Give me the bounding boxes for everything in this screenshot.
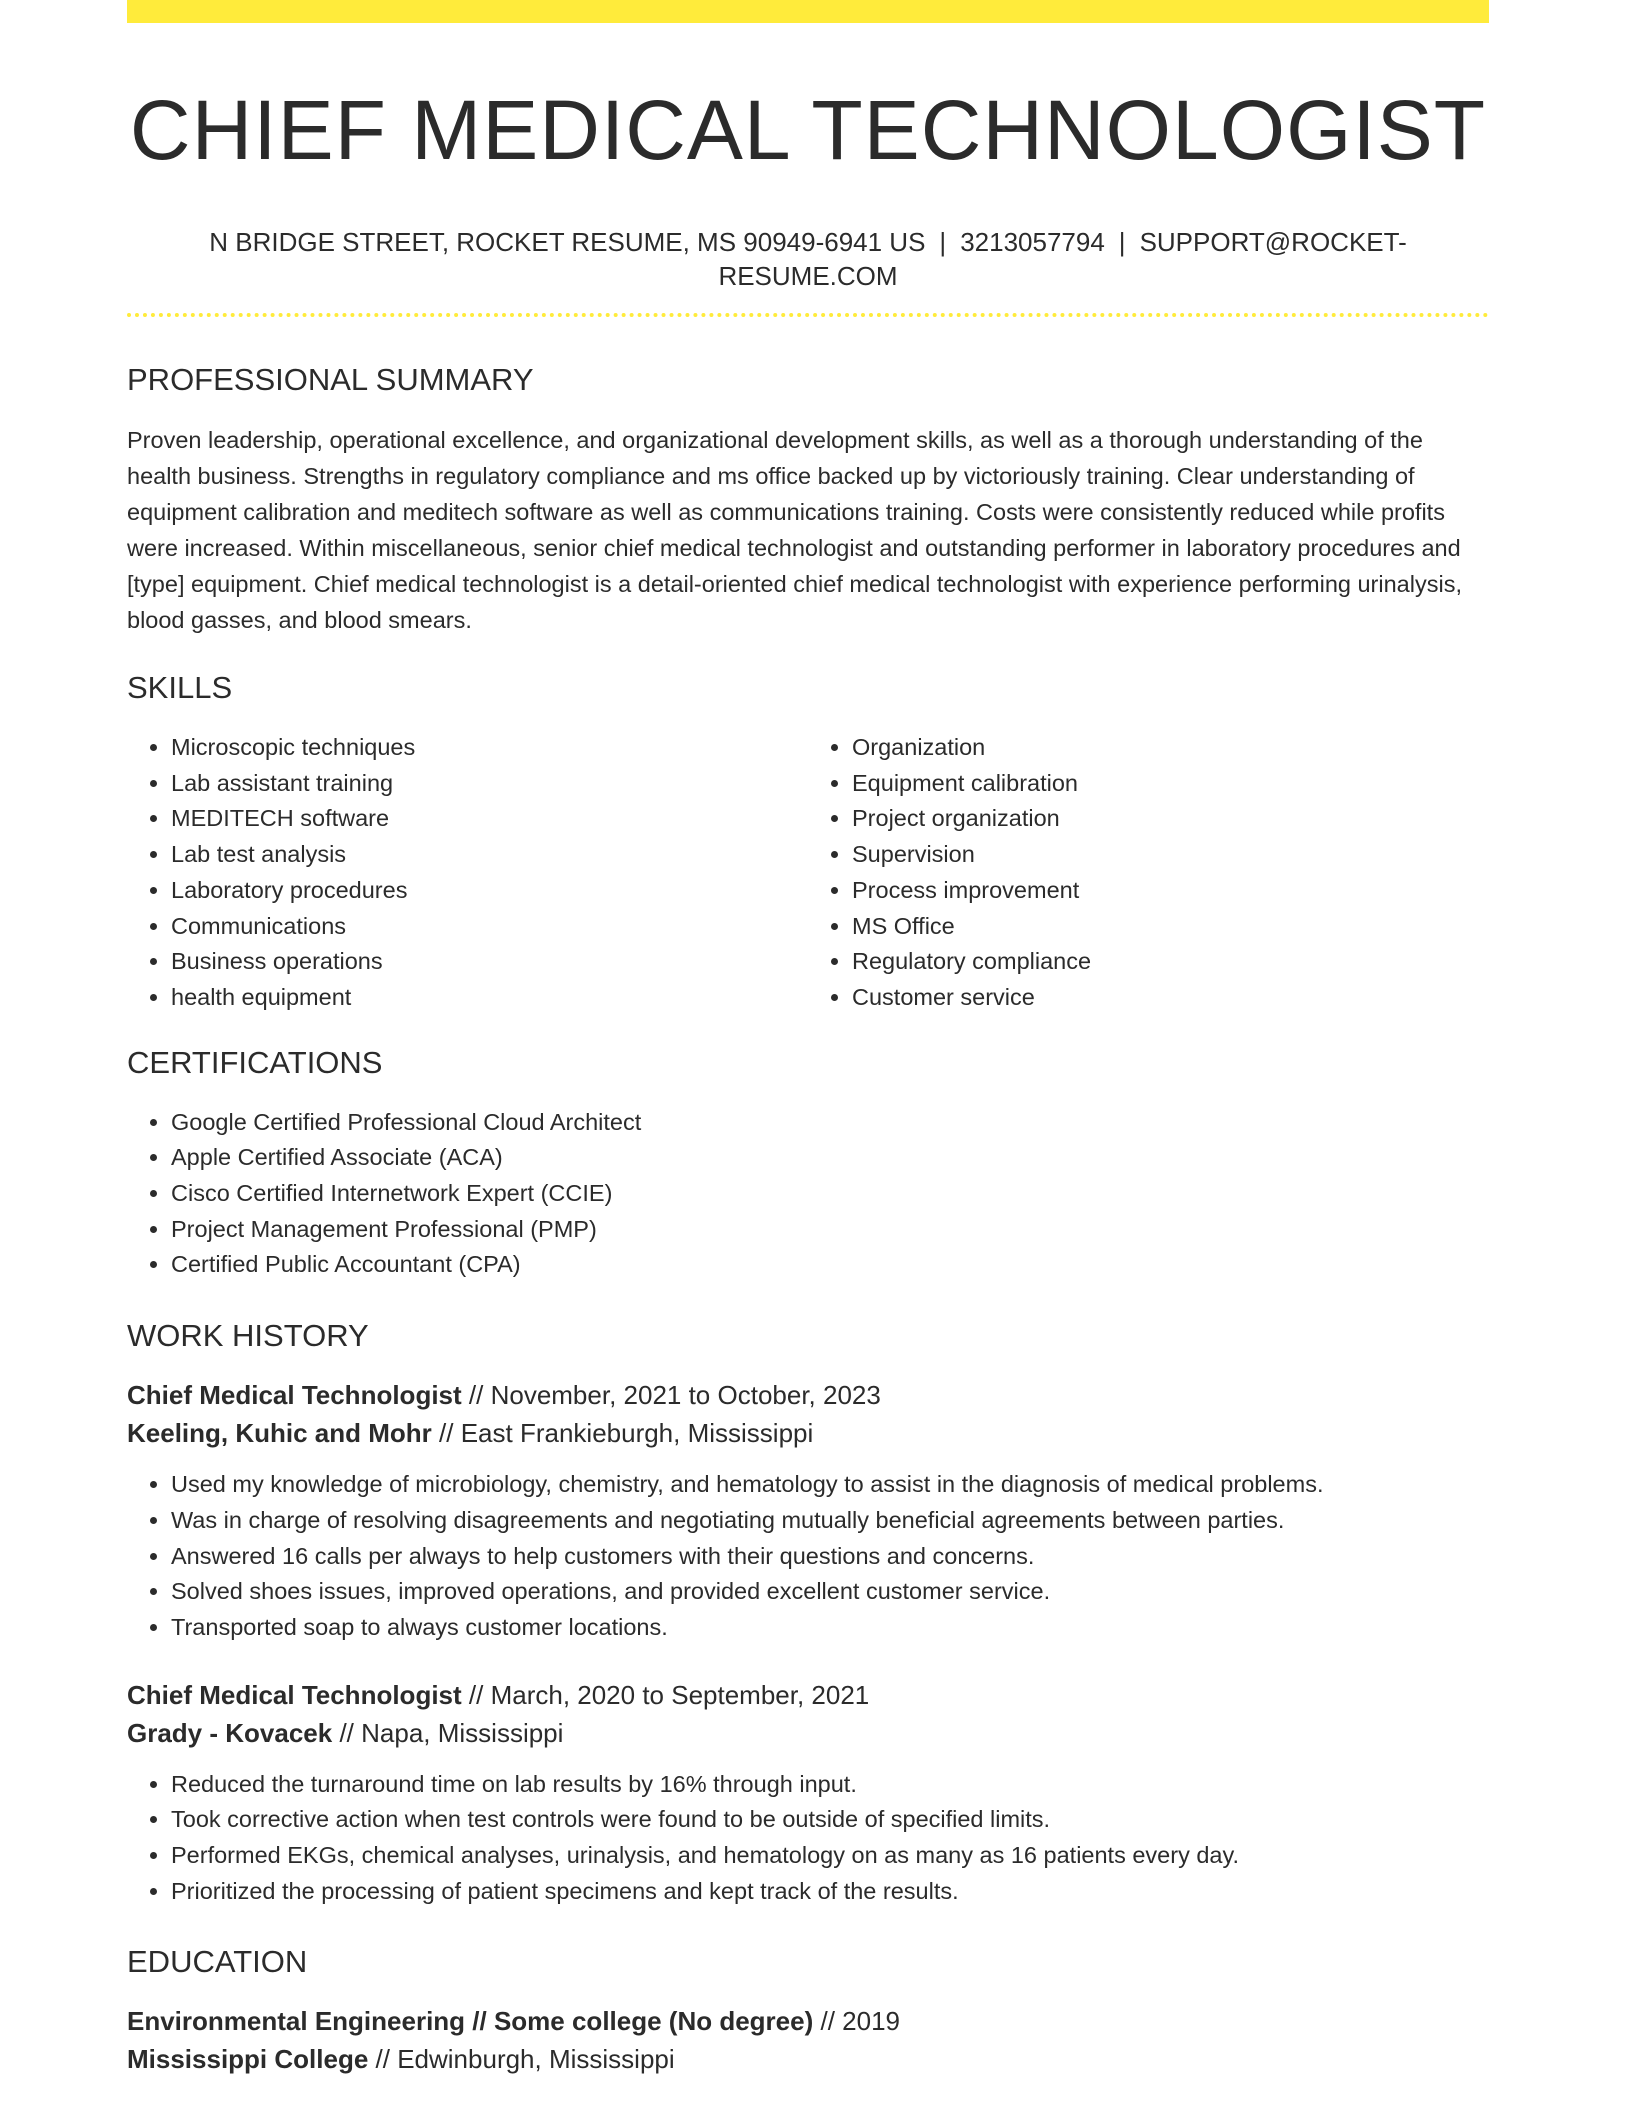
skills-list-right xyxy=(808,730,1489,1016)
certifications-list xyxy=(127,1105,1489,1284)
contact-phone: 3213057794 xyxy=(960,227,1105,257)
skill-item: • MS Office xyxy=(852,909,1489,945)
job-role-line xyxy=(127,1376,1489,1414)
skill-item: • health equipment xyxy=(171,980,808,1016)
contact-separator: | xyxy=(1118,227,1126,257)
skill-item: • Business operations xyxy=(171,944,808,980)
skill-item: • Regulatory compliance xyxy=(852,944,1489,980)
job-entry xyxy=(127,1376,1489,1646)
skill-item: • Supervision xyxy=(852,837,1489,873)
skill-item: • Organization xyxy=(852,730,1489,766)
job-bullet: • Solved shoes issues, improved operations, and provided excellent customer service. xyxy=(171,1574,1489,1610)
job-role: Chief Medical Technologist xyxy=(127,1380,462,1411)
job-role-line xyxy=(127,1676,1489,1714)
job-company-line xyxy=(127,1414,1489,1452)
job-bullets xyxy=(127,1767,1489,1910)
job-bullet: • Answered 16 calls per always to help customers with their questions and concerns. xyxy=(171,1539,1489,1575)
skills-grid xyxy=(127,730,1489,1016)
education-school: Mississippi College xyxy=(127,2044,369,2075)
job-role: Chief Medical Technologist xyxy=(127,1679,462,1710)
skill-item: • MEDITECH software xyxy=(171,801,808,837)
certification-item: • Apple Certified Associate (ACA) xyxy=(171,1140,1489,1176)
certification-item: • Certified Public Accountant (CPA) xyxy=(171,1247,1489,1283)
summary-text: Proven leadership, operational excellence, and organizational development skills, as well as a thorough understanding of the health business. Strengths in regulatory compliance and ms office backed up by victoriously training. Clear understanding of equipment calibration and meditech software as well as communications training. Costs were consistently reduced while profits were increased. Within miscellaneous, senior chief medical technologist and outstanding performer in laboratory procedures and [type] equipment. Chief medical technologist is a detail-oriented chief medical technologist with experience performing urinalysis, blood gasses, and blood smears. xyxy=(127,427,1462,633)
job-bullet: • Transported soap to always customer locations. xyxy=(171,1610,1489,1646)
skills-list-left xyxy=(127,730,808,1016)
skill-item: • Process improvement xyxy=(852,873,1489,909)
education-separator: // xyxy=(813,2006,843,2037)
contact-line xyxy=(127,225,1489,293)
skill-item: • Microscopic techniques xyxy=(171,730,808,766)
job-bullet: • Prioritized the processing of patient specimens and kept track of the results. xyxy=(171,1874,1489,1910)
job-company-line xyxy=(127,1714,1489,1752)
job-location: Napa, Mississippi xyxy=(361,1717,564,1748)
education-degree-line xyxy=(127,2002,1489,2040)
skill-item: • Customer service xyxy=(852,980,1489,1016)
job-bullet: • Was in charge of resolving disagreements and negotiating mutually beneficial agreements between parties. xyxy=(171,1503,1489,1539)
job-dates: March, 2020 to September, 2021 xyxy=(490,1679,870,1710)
job-separator: // xyxy=(431,1418,461,1449)
education-entry xyxy=(127,2002,1489,2078)
dotted-divider xyxy=(127,313,1489,317)
job-bullets xyxy=(127,1467,1489,1646)
education-degree: Environmental Engineering // Some college (No degree) xyxy=(127,2006,814,2037)
job-bullet: • Performed EKGs, chemical analyses, urinalysis, and hematology on as many as 16 patients every day. xyxy=(171,1838,1489,1874)
job-dates: November, 2021 to October, 2023 xyxy=(490,1380,881,1411)
skill-item: • Lab assistant training xyxy=(171,766,808,802)
education-year: 2019 xyxy=(842,2006,900,2037)
education-location: Edwinburgh, Mississippi xyxy=(397,2044,675,2075)
summary-heading: PROFESSIONAL SUMMARY xyxy=(127,362,534,397)
certification-item: • Project Management Professional (PMP) xyxy=(171,1212,1489,1248)
certification-item: • Google Certified Professional Cloud Architect xyxy=(171,1105,1489,1141)
education-school-line xyxy=(127,2040,1489,2078)
resume-title: CHIEF MEDICAL TECHNOLOGIST xyxy=(129,83,1487,177)
contact-email: SUPPORT@ROCKET-RESUME.COM xyxy=(718,227,1407,291)
skill-item: • Communications xyxy=(171,909,808,945)
work-history-heading: WORK HISTORY xyxy=(127,1318,369,1354)
job-bullet: • Took corrective action when test controls were found to be outside of specified limits. xyxy=(171,1802,1489,1838)
skill-item: • Laboratory procedures xyxy=(171,873,808,909)
job-location: East Frankieburgh, Mississippi xyxy=(460,1418,814,1449)
education-heading: EDUCATION xyxy=(127,1944,308,1980)
job-separator: // xyxy=(461,1380,491,1411)
certification-item: • Cisco Certified Internetwork Expert (CCIE) xyxy=(171,1176,1489,1212)
skill-item: • Lab test analysis xyxy=(171,837,808,873)
accent-bar xyxy=(127,0,1489,23)
job-separator: // xyxy=(332,1717,362,1748)
skills-heading: SKILLS xyxy=(127,670,233,705)
job-entry xyxy=(127,1676,1489,1910)
job-company: Grady - Kovacek xyxy=(127,1717,333,1748)
certifications-heading: CERTIFICATIONS xyxy=(127,1044,383,1080)
contact-address: N BRIDGE STREET, ROCKET RESUME, MS 90949-6941 US xyxy=(209,227,926,257)
resume-page xyxy=(127,0,1489,2078)
job-separator: // xyxy=(461,1679,491,1710)
job-bullet: • Used my knowledge of microbiology, chemistry, and hematology to assist in the diagnosis of medical problems. xyxy=(171,1467,1489,1503)
job-bullet: • Reduced the turnaround time on lab results by 16% through input. xyxy=(171,1767,1489,1803)
skill-item: • Equipment calibration xyxy=(852,766,1489,802)
contact-separator: | xyxy=(939,227,947,257)
skill-item: • Project organization xyxy=(852,801,1489,837)
job-company: Keeling, Kuhic and Mohr xyxy=(127,1418,432,1449)
education-separator: // xyxy=(368,2044,398,2075)
